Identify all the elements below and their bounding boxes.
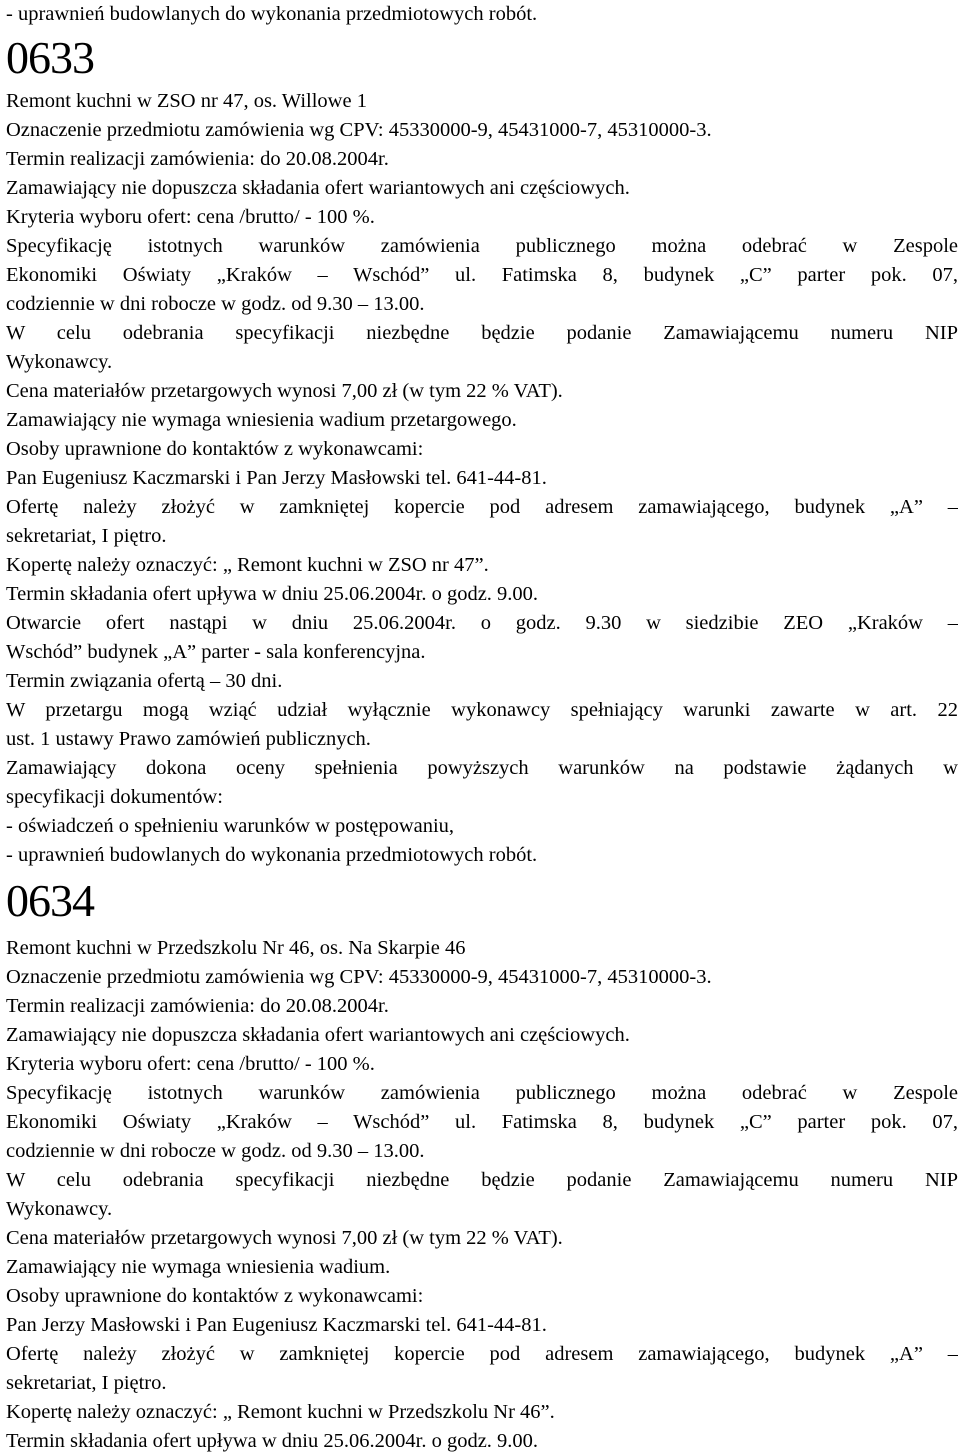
text-line: Zamawiający nie dopuszcza składania ofert wariantowych ani częściowych. bbox=[6, 177, 630, 199]
text-line: Osoby uprawnione do kontaktów z wykonawcami: bbox=[6, 438, 424, 460]
text-line: Ofertę należy złożyć w zamkniętej kopercie pod adresem zamawiającego, budynek „A” – bbox=[6, 1343, 958, 1365]
tender-number: 0633 bbox=[6, 32, 94, 83]
text-line: Zamawiający nie wymaga wniesienia wadium. bbox=[6, 1256, 391, 1278]
tender-body bbox=[6, 87, 958, 870]
document-page bbox=[6, 0, 958, 1456]
requirement-line: - uprawnień budowlanych do wykonania przedmiotowych robót. bbox=[6, 3, 538, 25]
tender-section-0634 bbox=[6, 874, 958, 1456]
text-line: Wschód” budynek „A” parter - sala konferencyjna. bbox=[6, 641, 426, 663]
text-line: Termin związania ofertą – 30 dni. bbox=[6, 670, 283, 692]
text-line: Remont kuchni w Przedszkolu Nr 46, os. Na Skarpie 46 bbox=[6, 937, 466, 959]
text-line: Remont kuchni w ZSO nr 47, os. Willowe 1 bbox=[6, 90, 367, 112]
text-line: Pan Eugeniusz Kaczmarski i Pan Jerzy Masłowski tel. 641-44-81. bbox=[6, 467, 547, 489]
tender-body bbox=[6, 934, 958, 1456]
text-line: Kopertę należy oznaczyć: „ Remont kuchni w ZSO nr 47”. bbox=[6, 554, 489, 576]
text-line: Pan Jerzy Masłowski i Pan Eugeniusz Kaczmarski tel. 641-44-81. bbox=[6, 1314, 547, 1336]
tender-number: 0634 bbox=[6, 875, 94, 926]
text-line: specyfikacji dokumentów: bbox=[6, 786, 223, 808]
text-line: Otwarcie ofert nastąpi w dniu 25.06.2004r. o godz. 9.30 w siedzibie ZEO „Kraków – bbox=[6, 612, 958, 634]
tender-section-0633 bbox=[6, 31, 958, 870]
text-line: Kopertę należy oznaczyć: „ Remont kuchni w Przedszkolu Nr 46”. bbox=[6, 1401, 555, 1423]
text-line: codziennie w dni robocze w godz. od 9.30 – 13.00. bbox=[6, 1140, 425, 1162]
text-line: Specyfikację istotnych warunków zamówienia publicznego można odebrać w Zespole bbox=[6, 1082, 958, 1104]
text-line: Oznaczenie przedmiotu zamówienia wg CPV: 45330000-9, 45431000-7, 45310000-3. bbox=[6, 119, 712, 141]
text-line: Ekonomiki Oświaty „Kraków – Wschód” ul. Fatimska 8, budynek „C” parter pok. 07, bbox=[6, 264, 958, 286]
text-line: Termin składania ofert upływa w dniu 25.06.2004r. o godz. 9.00. bbox=[6, 1430, 539, 1452]
text-line: sekretariat, I piętro. bbox=[6, 525, 167, 547]
text-line: Cena materiałów przetargowych wynosi 7,00 zł (w tym 22 % VAT). bbox=[6, 380, 563, 402]
text-line: ust. 1 ustawy Prawo zamówień publicznych. bbox=[6, 728, 371, 750]
text-line: Oznaczenie przedmiotu zamówienia wg CPV: 45330000-9, 45431000-7, 45310000-3. bbox=[6, 966, 712, 988]
text-line: Cena materiałów przetargowych wynosi 7,00 zł (w tym 22 % VAT). bbox=[6, 1227, 563, 1249]
text-line: Zamawiający nie dopuszcza składania ofert wariantowych ani częściowych. bbox=[6, 1024, 630, 1046]
text-line: W celu odebrania specyfikacji niezbędne będzie podanie Zamawiającemu numeru NIP bbox=[6, 322, 958, 344]
text-line: Ekonomiki Oświaty „Kraków – Wschód” ul. Fatimska 8, budynek „C” parter pok. 07, bbox=[6, 1111, 958, 1133]
text-line: sekretariat, I piętro. bbox=[6, 1372, 167, 1394]
text-line: W przetargu mogą wziąć udział wyłącznie wykonawcy spełniający warunki zawarte w art. 22 bbox=[6, 699, 958, 721]
text-line: Kryteria wyboru ofert: cena /brutto/ - 100 %. bbox=[6, 1053, 375, 1075]
text-line: Kryteria wyboru ofert: cena /brutto/ - 100 %. bbox=[6, 206, 375, 228]
text-line: Termin składania ofert upływa w dniu 25.06.2004r. o godz. 9.00. bbox=[6, 583, 539, 605]
text-line: Wykonawcy. bbox=[6, 1198, 113, 1220]
text-line: Zamawiający nie wymaga wniesienia wadium przetargowego. bbox=[6, 409, 517, 431]
text-line: Zamawiający dokona oceny spełnienia powyższych warunków na podstawie żądanych w bbox=[6, 757, 958, 779]
text-line: Osoby uprawnione do kontaktów z wykonawcami: bbox=[6, 1285, 424, 1307]
text-line: Wykonawcy. bbox=[6, 351, 113, 373]
text-line: Termin realizacji zamówienia: do 20.08.2004r. bbox=[6, 995, 389, 1017]
text-line: - uprawnień budowlanych do wykonania przedmiotowych robót. bbox=[6, 844, 538, 866]
text-line: Termin realizacji zamówienia: do 20.08.2004r. bbox=[6, 148, 389, 170]
text-line: - oświadczeń o spełnieniu warunków w postępowaniu, bbox=[6, 815, 455, 837]
text-line: codziennie w dni robocze w godz. od 9.30 – 13.00. bbox=[6, 293, 425, 315]
text-line: Specyfikację istotnych warunków zamówienia publicznego można odebrać w Zespole bbox=[6, 235, 958, 257]
text-line: Ofertę należy złożyć w zamkniętej kopercie pod adresem zamawiającego, budynek „A” – bbox=[6, 496, 958, 518]
text-line: W celu odebrania specyfikacji niezbędne będzie podanie Zamawiającemu numeru NIP bbox=[6, 1169, 958, 1191]
